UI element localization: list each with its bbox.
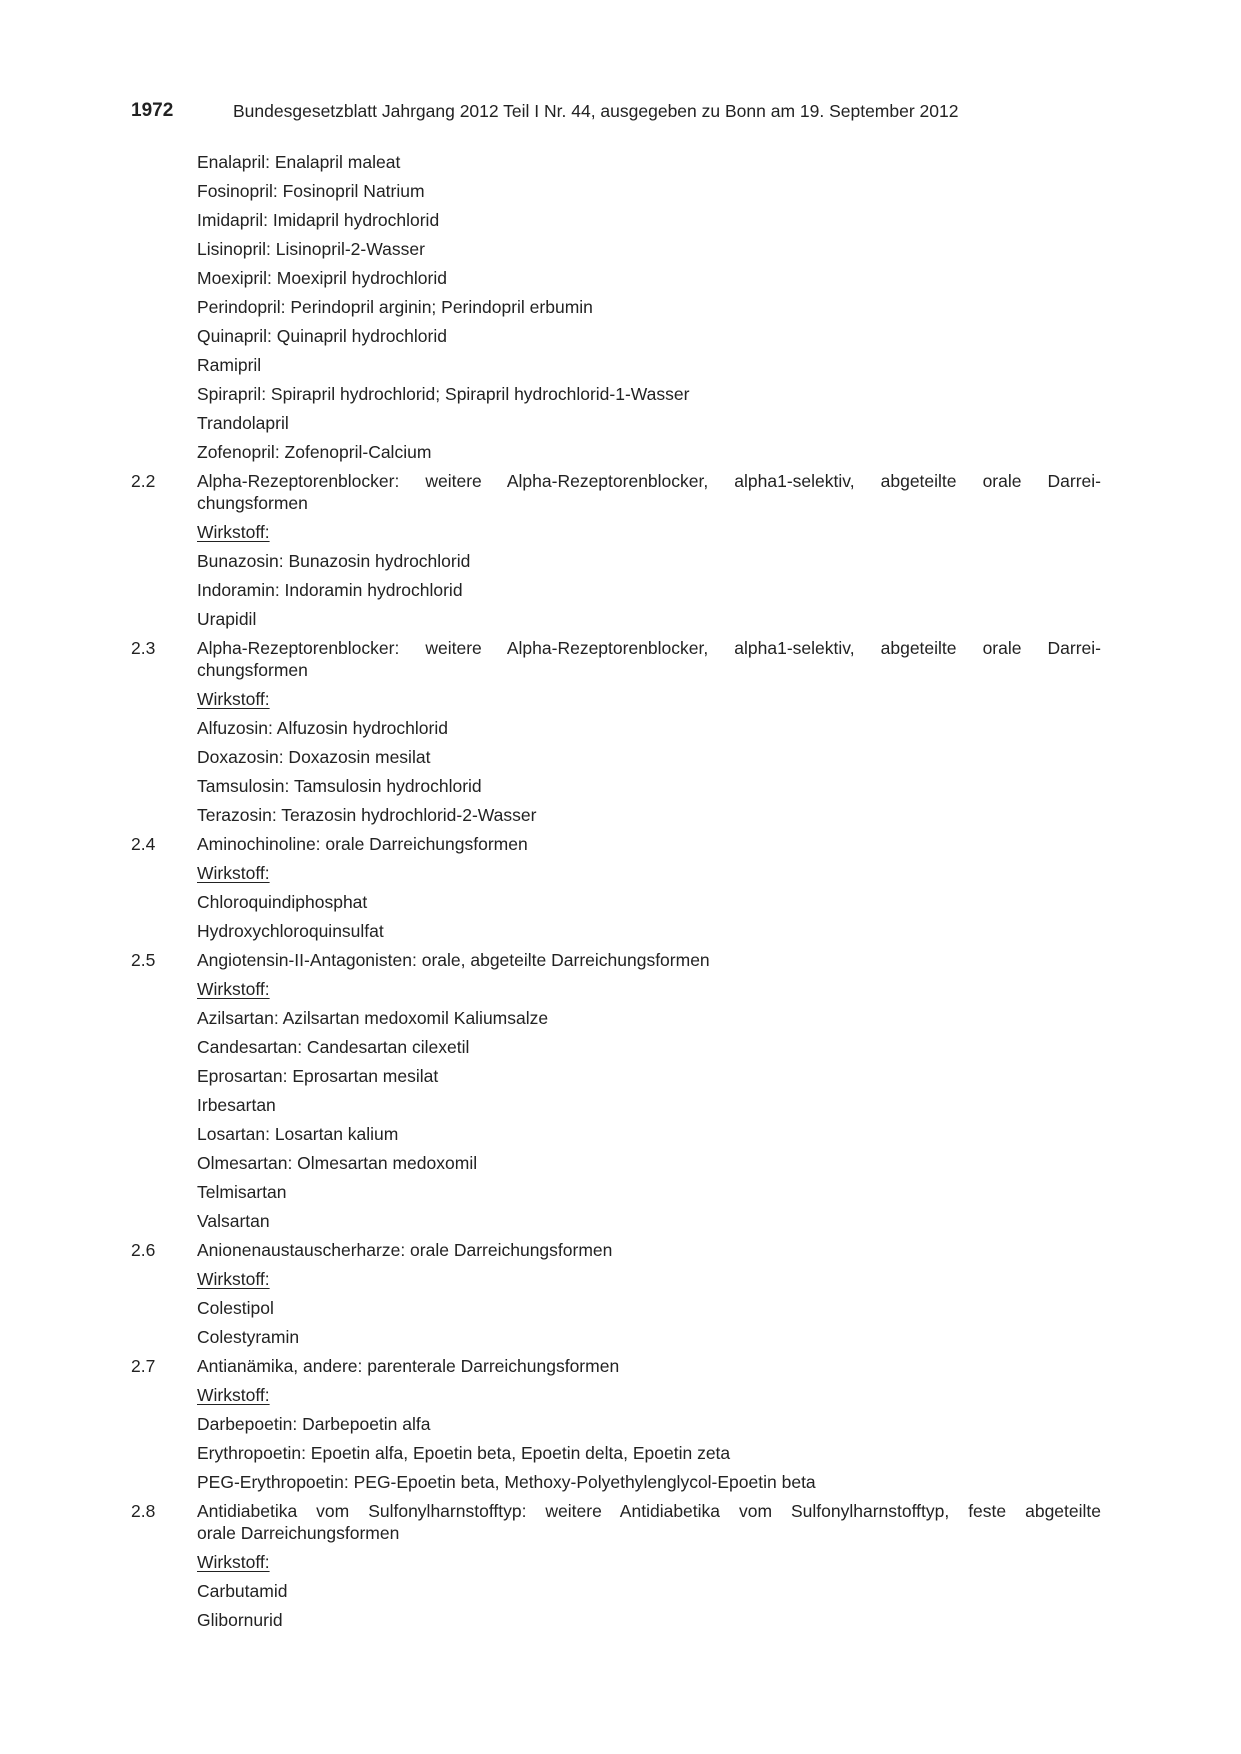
substance-item: Carbutamid xyxy=(197,1581,288,1601)
section-title-line: chungsformen xyxy=(197,660,308,680)
section-number: 2.5 xyxy=(131,950,156,970)
section-title-line: Aminochinoline: orale Darreichungsformen xyxy=(197,834,528,854)
section-heading xyxy=(131,637,1101,681)
substance-item: Glibornurid xyxy=(197,1610,283,1630)
section-heading xyxy=(131,1355,1101,1377)
substance-item: Eprosartan: Eprosartan mesilat xyxy=(197,1066,439,1086)
section-number: 2.3 xyxy=(131,638,156,658)
section-number: 2.7 xyxy=(131,1356,156,1376)
wirkstoff-label: Wirkstoff: xyxy=(197,522,270,542)
wirkstoff-label-row xyxy=(131,1384,1101,1413)
wirkstoff-label: Wirkstoff: xyxy=(197,1269,270,1289)
section-number: 2.4 xyxy=(131,834,156,854)
section-heading xyxy=(131,949,1101,971)
wirkstoff-label-row xyxy=(131,521,1101,550)
section-2-3 xyxy=(131,637,1101,833)
substance-item: Candesartan: Candesartan cilexetil xyxy=(197,1037,470,1057)
substance-item: Perindopril: Perindopril arginin; Perindopril erbumin xyxy=(197,297,593,317)
substance-item: Bunazosin: Bunazosin hydrochlorid xyxy=(197,551,471,571)
substance-item: Spirapril: Spirapril hydrochlorid; Spirapril hydrochlorid-1-Wasser xyxy=(197,384,690,404)
substance-item: Urapidil xyxy=(197,609,257,629)
section-heading xyxy=(131,833,1101,855)
page-number: 1972 xyxy=(131,100,174,121)
section-2-6 xyxy=(131,1239,1101,1355)
wirkstoff-label: Wirkstoff: xyxy=(197,979,270,999)
substance-item: Imidapril: Imidapril hydrochlorid xyxy=(197,210,440,230)
substance-item: Lisinopril: Lisinopril-2-Wasser xyxy=(197,239,425,259)
substance-item: Hydroxychloroquinsulfat xyxy=(197,921,384,941)
substance-item: PEG-Erythropoetin: PEG-Epoetin beta, Methoxy-Polyethylenglycol-Epoetin beta xyxy=(197,1472,816,1492)
section-title-line: Alpha-Rezeptorenblocker: weitere Alpha-Rezeptorenblocker, alpha1-selektiv, abgeteilte orale Darrei- xyxy=(197,638,1101,658)
section-title-line: Antidiabetika vom Sulfonylharnstofftyp: weitere Antidiabetika vom Sulfonylharnstofftyp, feste abgeteilte xyxy=(197,1501,1101,1521)
section-number: 2.2 xyxy=(131,471,156,491)
section-heading xyxy=(131,470,1101,514)
substance-item: Colestipol xyxy=(197,1298,274,1318)
wirkstoff-label-row xyxy=(131,688,1101,717)
section-number: 2.6 xyxy=(131,1240,156,1260)
substance-item: Chloroquindiphosphat xyxy=(197,892,368,912)
substance-item: Quinapril: Quinapril hydrochlorid xyxy=(197,326,447,346)
substance-item: Indoramin: Indoramin hydrochlorid xyxy=(197,580,463,600)
substance-item: Darbepoetin: Darbepoetin alfa xyxy=(197,1414,431,1434)
substance-item: Losartan: Losartan kalium xyxy=(197,1124,399,1144)
substance-item: Tamsulosin: Tamsulosin hydrochlorid xyxy=(197,776,482,796)
substance-item: Azilsartan: Azilsartan medoxomil Kaliumsalze xyxy=(197,1008,549,1028)
substance-item: Olmesartan: Olmesartan medoxomil xyxy=(197,1153,478,1173)
wirkstoff-label-row xyxy=(131,978,1101,1007)
wirkstoff-label-row xyxy=(131,1551,1101,1580)
section-2-7 xyxy=(131,1355,1101,1500)
gazette-title: Bundesgesetzblatt Jahrgang 2012 Teil I Nr. 44, ausgegeben zu Bonn am 19. September 2012 xyxy=(233,101,959,121)
section-2-5 xyxy=(131,949,1101,1239)
substance-item: Erythropoetin: Epoetin alfa, Epoetin beta, Epoetin delta, Epoetin zeta xyxy=(197,1443,731,1463)
wirkstoff-label: Wirkstoff: xyxy=(197,863,270,883)
substance-item: Ramipril xyxy=(197,355,262,375)
substance-item: Alfuzosin: Alfuzosin hydrochlorid xyxy=(197,718,448,738)
section-2-2 xyxy=(131,470,1101,637)
section-title-line: chungsformen xyxy=(197,493,308,513)
substance-item: Fosinopril: Fosinopril Natrium xyxy=(197,181,425,201)
substance-item: Colestyramin xyxy=(197,1327,300,1347)
wirkstoff-label-row xyxy=(131,1268,1101,1297)
substance-item: Moexipril: Moexipril hydrochlorid xyxy=(197,268,447,288)
section-title-line: Angiotensin-II-Antagonisten: orale, abgeteilte Darreichungsformen xyxy=(197,950,710,970)
substance-item: Irbesartan xyxy=(197,1095,276,1115)
substance-item: Zofenopril: Zofenopril-Calcium xyxy=(197,442,432,462)
section-heading xyxy=(131,1500,1101,1544)
substance-item: Enalapril: Enalapril maleat xyxy=(197,152,401,172)
document-body xyxy=(131,151,1101,1638)
substance-item: Valsartan xyxy=(197,1211,270,1231)
wirkstoff-label: Wirkstoff: xyxy=(197,689,270,709)
section-title-line: Anionenaustauscherharze: orale Darreichungsformen xyxy=(197,1240,613,1260)
page-header xyxy=(131,100,1101,126)
section-2-8 xyxy=(131,1500,1101,1638)
substance-item: Trandolapril xyxy=(197,413,289,433)
wirkstoff-label: Wirkstoff: xyxy=(197,1552,270,1572)
wirkstoff-label: Wirkstoff: xyxy=(197,1385,270,1405)
section-title-line: orale Darreichungsformen xyxy=(197,1523,400,1543)
substance-item: Doxazosin: Doxazosin mesilat xyxy=(197,747,431,767)
wirkstoff-label-row xyxy=(131,862,1101,891)
section-2-4 xyxy=(131,833,1101,949)
section-title-line: Alpha-Rezeptorenblocker: weitere Alpha-Rezeptorenblocker, alpha1-selektiv, abgeteilte orale Darrei- xyxy=(197,471,1101,491)
section-title-line: Antianämika, andere: parenterale Darreichungsformen xyxy=(197,1356,620,1376)
substance-item: Terazosin: Terazosin hydrochlorid-2-Wasser xyxy=(197,805,537,825)
substance-item: Telmisartan xyxy=(197,1182,287,1202)
section-heading xyxy=(131,1239,1101,1261)
section-number: 2.8 xyxy=(131,1501,156,1521)
